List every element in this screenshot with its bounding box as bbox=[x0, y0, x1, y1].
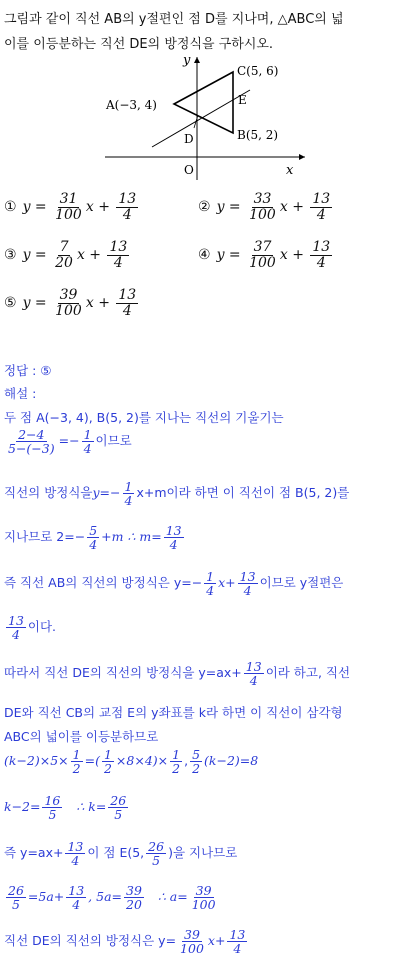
solution-line-10: (k−2)×5× $\frac{1}{2}$ =( $\frac{1}{2}$ ×8×4)× $\frac{1}{2}$ , $\frac{5}{2}$ (k−2)=8 bbox=[4, 747, 259, 777]
point-d-label: D bbox=[184, 132, 194, 146]
solution-line-9: ABC의 넓이를 이등분하므로 bbox=[4, 729, 159, 744]
solution-line-3: 직선의 방정식을y=− $\frac{1}{4}$ x+m이라 하면 이 직선이 점 B(5, 2)를 bbox=[4, 479, 350, 509]
solution-line-13: $\frac{26}{5}$ =5a+ $\frac{13}{4}$ , 5a= $\frac{39}{20}$ ∴ a= $\frac{39}{100}$ bbox=[8, 883, 216, 913]
line-de bbox=[152, 90, 250, 147]
solution-line-2: $\frac{2-4}{5-(-3)}$ =− $\frac{1}{4}$ 이므로 bbox=[8, 427, 132, 457]
solution-line-4: 지나므로 2=− $\frac{5}{4}$ +m ∴ m= $\frac{13}{4}$ bbox=[4, 523, 182, 553]
solution-line-11: k−2= $\frac{16}{5}$ ∴ k= $\frac{26}{5}$ bbox=[4, 793, 127, 823]
solution-line-8: DE와 직선 CB의 교점 E의 y좌표를 k라 하면 이 직선이 삼각형 bbox=[4, 705, 343, 720]
solution-line-6: $\frac{13}{4}$ 이다. bbox=[8, 613, 57, 643]
triangle-abc bbox=[174, 72, 233, 133]
solution-label: 해설 : bbox=[4, 386, 37, 401]
problem-line-2: 이를 이등분하는 직선 DE의 방정식을 구하시오. bbox=[4, 37, 274, 52]
origin-label: O bbox=[184, 163, 194, 177]
y-axis-arrow bbox=[194, 57, 200, 63]
solution-line-5: 즉 직선 AB의 직선의 방정식은 y=− $\frac{1}{4}$ x+ $\frac{13}{4}$ 이므로 y절편은 bbox=[4, 569, 344, 599]
x-axis-label: x bbox=[286, 163, 294, 178]
option-1[interactable]: ① y = $\frac{31}{100}$ x + $\frac{13}{4}$ bbox=[4, 191, 137, 223]
option-4[interactable]: ④ y = $\frac{37}{100}$ x + $\frac{13}{4}$ bbox=[198, 239, 331, 271]
y-axis-label: y bbox=[183, 53, 191, 68]
answer-line: 정답 : ⑤ bbox=[4, 363, 52, 378]
solution-line-7: 따라서 직선 DE의 직선의 방정식을 y=ax+ $\frac{13}{4}$ 이라 하고, 직선 bbox=[4, 659, 351, 689]
problem-line-1: 그림과 같이 직선 AB의 y절편인 점 D를 지나며, △ABC의 넓 bbox=[4, 12, 344, 27]
point-a-label: A(−3, 4) bbox=[106, 98, 157, 112]
point-b-label: B(5, 2) bbox=[237, 128, 279, 142]
point-e-label: E bbox=[238, 93, 247, 107]
solution-line-1: 두 점 A(−3, 4), B(5, 2)를 지나는 직선의 기울기는 bbox=[4, 410, 284, 425]
option-3[interactable]: ③ y = $\frac{7}{20}$ x + $\frac{13}{4}$ bbox=[4, 239, 128, 271]
option-5[interactable]: ⑤ y = $\frac{39}{100}$ x + $\frac{13}{4}$ bbox=[4, 287, 137, 319]
solution-line-12: 즉 y=ax+ $\frac{13}{4}$ 이 점 E(5, $\frac{26}{5}$ )을 지나므로 bbox=[4, 839, 238, 869]
coordinate-figure bbox=[100, 52, 310, 182]
option-2[interactable]: ② y = $\frac{33}{100}$ x + $\frac{13}{4}$ bbox=[198, 191, 331, 223]
point-c-label: C(5, 6) bbox=[237, 64, 279, 78]
solution-line-14: 직선 DE의 직선의 방정식은 y= $\frac{39}{100}$ x+ $\frac{13}{4}$ bbox=[4, 927, 246, 957]
x-axis-arrow bbox=[299, 154, 305, 160]
